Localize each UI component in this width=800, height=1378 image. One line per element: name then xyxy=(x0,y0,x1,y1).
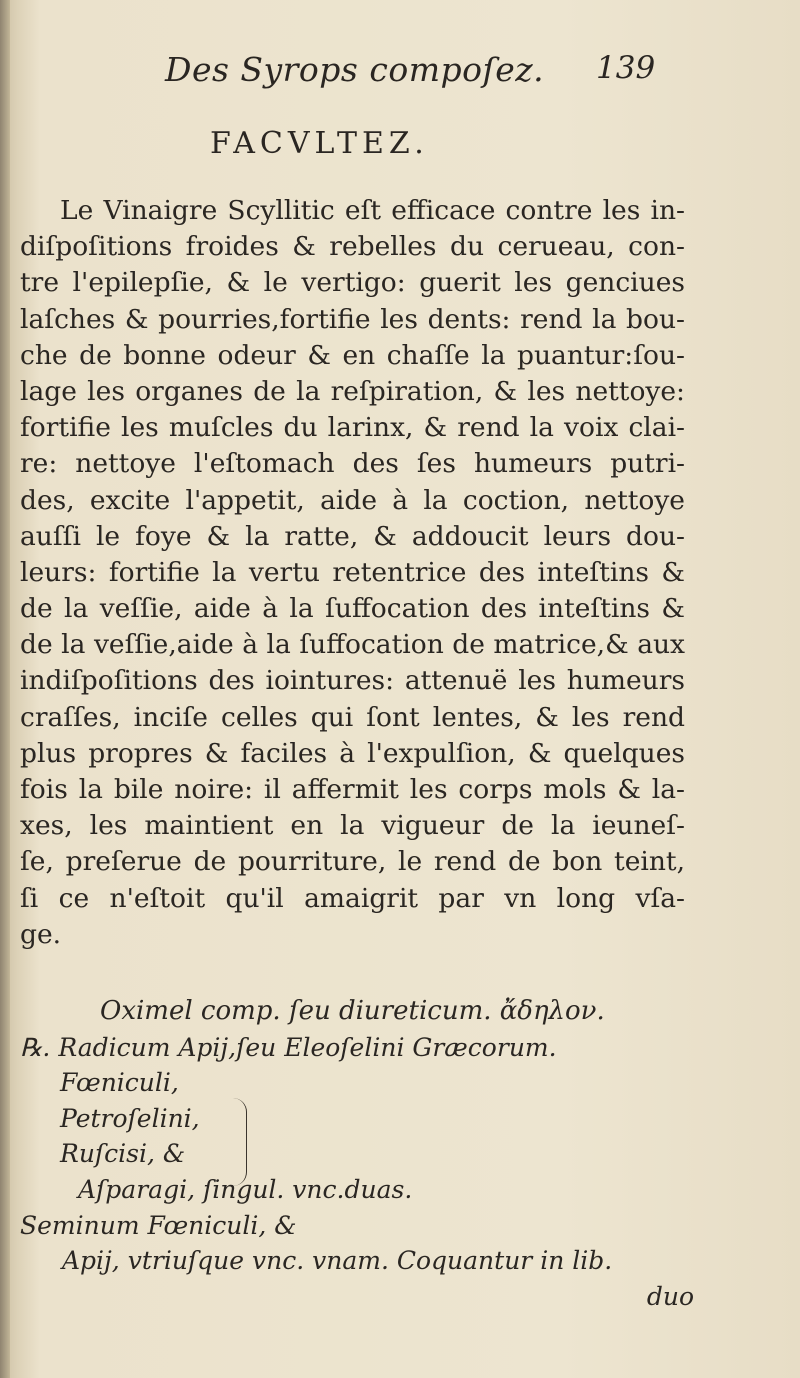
text-line: auſſi le foye & la ratte, & addoucit leurs dou- xyxy=(20,520,685,552)
text-line: fois la bile noire: il affermit les corps mols & la- xyxy=(20,774,685,805)
text-line: craſſes, inciſe celles qui ſont lentes, & les rend xyxy=(20,701,685,733)
recipe-ingredient: Petroſelini, xyxy=(60,1103,200,1133)
text-line: re: nettoye l'eſtomach des ſes humeurs putri- xyxy=(20,448,685,480)
text-line: de la veſſie, aide à la ſuffocation des inteſtins & xyxy=(20,593,685,625)
recipe-ingredient: Seminum Fœniculi, & xyxy=(20,1210,297,1240)
text-line: plus propres & faciles à l'expulſion, & quelques xyxy=(20,737,685,769)
recipe-brace xyxy=(232,1098,247,1186)
recipe-block xyxy=(20,994,700,1314)
rx-symbol: ℞. xyxy=(20,1032,51,1062)
text-line: des, excite l'appetit, aide à la coction, nettoye xyxy=(20,484,685,516)
text-line: de la veſſie,aide à la ſuffocation de matrice,& aux xyxy=(20,629,685,661)
recipe-ingredient: duo xyxy=(646,1281,694,1311)
text-line: lage les organes de la reſpiration, & les nettoye: xyxy=(20,375,685,407)
text-line: xes, les maintient en la vigueur de la ieuneſ- xyxy=(20,810,685,842)
recipe-title: Oximel comp. ſeu diureticum. ἄδηλον. xyxy=(100,996,605,1026)
text-line: ge. xyxy=(20,918,62,950)
running-head-title: Des Syrops compoſez. xyxy=(165,50,545,89)
text-line: leurs: fortifie la vertu retentrice des inteſtins & xyxy=(20,556,685,588)
text-line: Le Vinaigre Scyllitic eſt efficace contre les in- xyxy=(60,195,685,226)
page-gutter xyxy=(0,0,10,1378)
text-line: ſe, preſerue de pourriture, le rend de bon teint, xyxy=(20,846,685,878)
text-line: fortifie les muſcles du larinx, & rend la voix clai- xyxy=(20,412,685,444)
recipe-ingredient: Apij, vtriuſque vnc. vnam. Coquantur in lib. xyxy=(62,1246,613,1276)
recipe-ingredient: Radicum Apij,ſeu Eleoſelini Græcorum. xyxy=(58,1032,557,1062)
text-line: che de bonne odeur & en chaſſe la puantur:ſou- xyxy=(20,339,685,371)
text-line: indiſpoſitions des iointures: attenuë les humeurs xyxy=(20,665,685,697)
recipe-ingredient: Aſparagi, ſingul. vnc.duas. xyxy=(78,1174,413,1204)
body-paragraph xyxy=(20,193,685,953)
page-number: 139 xyxy=(596,50,656,86)
text-line: ſi ce n'eſtoit qu'il amaigrit par vn long vſa- xyxy=(20,882,685,914)
recipe-ingredient: Ruſcisi, & xyxy=(60,1139,186,1169)
recipe-line xyxy=(20,1030,700,1066)
text-line: diſpoſitions froides & rebelles du cerueau, con- xyxy=(20,231,685,263)
text-line: tre l'epilepſie, & le vertigo: guerit les genciues xyxy=(20,267,685,299)
recipe-ingredient: Fœniculi, xyxy=(60,1068,179,1098)
section-title: FACVLTEZ. xyxy=(210,126,429,161)
running-head xyxy=(0,50,800,100)
text-line: laſches & pourries,fortifie les dents: rend la bou- xyxy=(20,303,685,335)
